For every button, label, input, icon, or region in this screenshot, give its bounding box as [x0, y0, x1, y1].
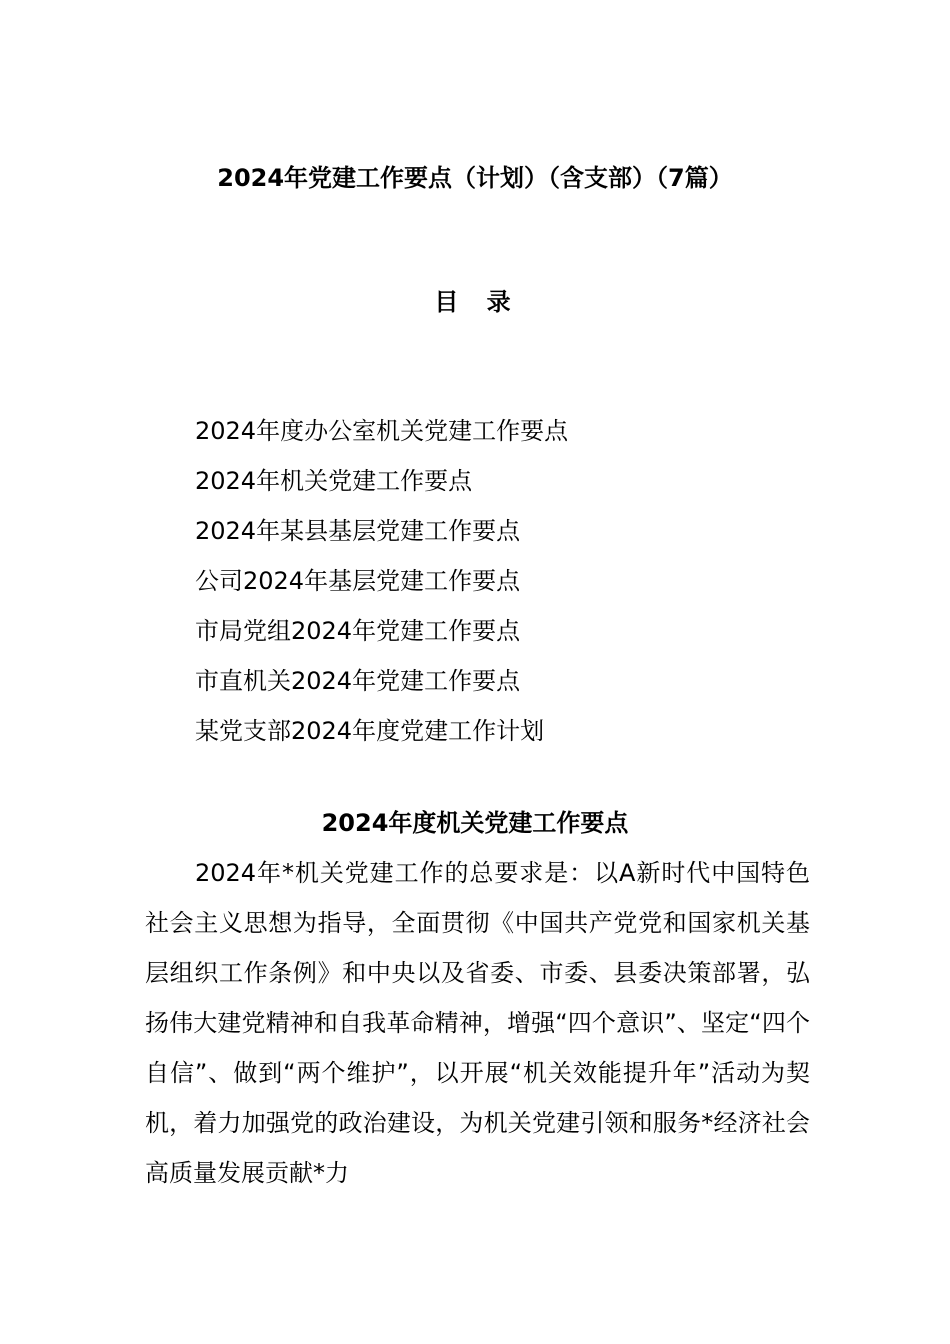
document-title: 2024年党建工作要点（计划）（含支部）（7篇）	[217, 164, 733, 192]
toc-item[interactable]: 2024年度办公室机关党建工作要点	[195, 417, 569, 445]
body-paragraph: 2024年*机关党建工作的总要求是：以A新时代中国特色社会主义思想为指导，全面贯彻《中国共产党党和国家机关基层组织工作条例》和中央以及省委、市委、县委决策部署，弘扬伟大建党精神和自我革命精神，增强“四个意识”、坚定“四个自信”、做到“两个维护”，以开展“机关效能提升年”活动为契机，着力加强党的政治建设，为机关党建引领和服务*经济社会高质量发展贡献*力	[145, 859, 810, 1187]
toc-item[interactable]: 某党支部2024年度党建工作计划	[195, 717, 545, 745]
toc-heading: 目 录	[434, 288, 521, 316]
toc-item[interactable]: 2024年某县基层党建工作要点	[195, 517, 521, 545]
toc-item[interactable]: 市局党组2024年党建工作要点	[195, 617, 521, 645]
toc-item[interactable]: 公司2024年基层党建工作要点	[195, 567, 521, 595]
section-heading: 2024年度机关党建工作要点	[321, 809, 629, 837]
toc-item[interactable]: 2024年机关党建工作要点	[195, 467, 473, 495]
toc-item[interactable]: 市直机关2024年党建工作要点	[195, 667, 521, 695]
table-of-contents	[195, 406, 568, 756]
